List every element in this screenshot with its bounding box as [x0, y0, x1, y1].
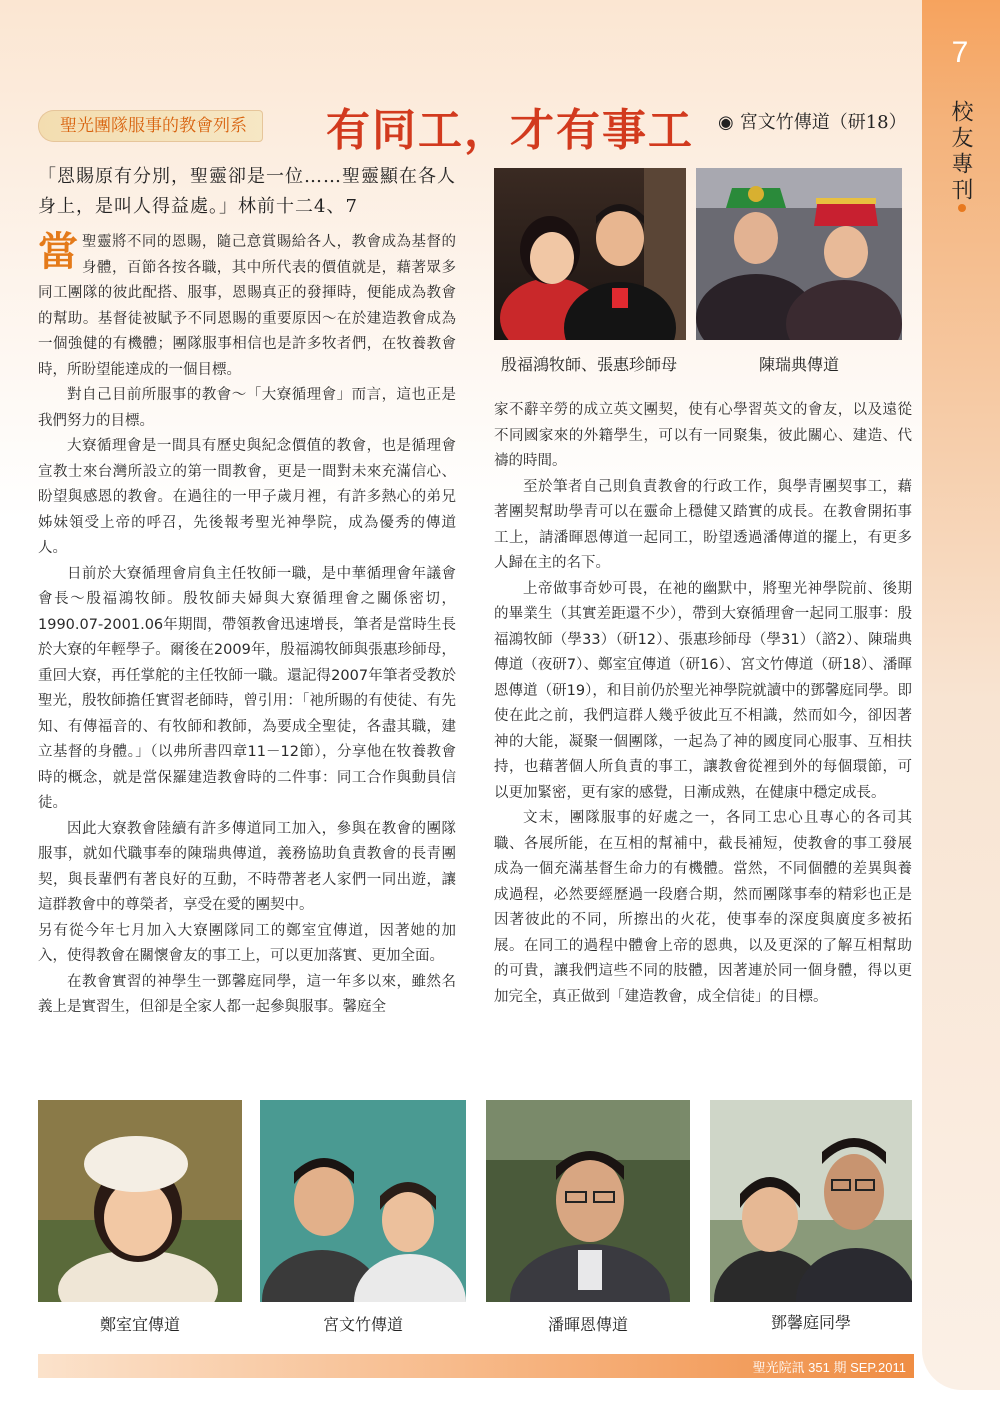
caption-pan-huien: 潘暉恩傳道 — [547, 1315, 628, 1334]
paragraph-6: 另有從今年七月加入大寮團隊同工的鄭室宜傳道，因著她的加入，使得教會在關懷會友的事工上，可以更加落實、更加全面。 — [38, 922, 456, 964]
bullet-icon: ◉ — [718, 112, 734, 133]
paragraph-10: 上帝做事奇妙可畏，在祂的幽默中，將聖光神學院前、後期的畢業生（其實差距還不少），帶到大寮循理會一起同工服事：殷福鴻牧師（學33）（研12）、張惠珍師母（學31）（諮2）、陳瑞典傳道（夜研7）、鄭室宜傳道（研16）、宮文竹傳道（研18）、潘暉恩傳道（研19），和目前仍於聖光神學院就讀中的鄧馨庭同學。即使在此之前，我們這群人幾乎彼此互不相識，然而如今，卻因著神的大能，凝聚一個團隊，一起為了神的國度同心服事、互相扶持，也藉著個人所負責的事工，讓教會從裡到外的每個環節，可以更加緊密，更有家的感覺，日漸成熟，在健康中穩定成長。 — [494, 580, 912, 801]
footer-bar — [38, 1354, 914, 1378]
scripture-quote: 「恩賜原有分別，聖靈卻是一位……聖靈顯在各人身上，是叫人得益處。」林前十二4、7 — [38, 166, 456, 217]
issue-info: 聖光院訊 351 期 SEP.2011 — [752, 1360, 906, 1375]
paragraph-11: 文末，團隊服事的好處之一，各同工忠心且專心的各司其職、各展所能，在互相的幫補中，截長補短，使教會的事工發展成為一個充滿基督生命力的有機體。當然，不同個體的差異與養成過程，必然要經歷過一段磨合期，然而團隊事奉的精彩也正是因著彼此的不同，所擦出的火花，使事奉的深度與廣度多被拓展。在同工的過程中體會上帝的恩典，以及更深的了解互相幫助的可貴，讓我們這些不同的肢體，因著連於同一個身體，得以更加完全，真正做到「建造教會，成全信徒」的目標。 — [494, 810, 912, 1005]
photo-chen-ruidian — [696, 168, 902, 340]
photo-pastor-couple — [494, 168, 686, 340]
dot-icon — [958, 204, 966, 212]
article-header — [38, 96, 928, 156]
byline — [718, 108, 907, 134]
article-title: 有同工，才有事工 — [326, 105, 694, 156]
caption-zheng-shiyi: 鄭室宜傳道 — [99, 1315, 180, 1334]
series-label: 聖光團隊服事的教會列系 — [38, 110, 263, 142]
author-name: 宮文竹傳道（研18） — [739, 112, 907, 133]
paragraph-9: 至於筆者自己則負責教會的行政工作，與學青團契事工，藉著團契幫助學青可以在靈命上穩健又踏實的成長。在教會開拓事工上，請潘暉恩傳道一起同工，盼望透過潘傳道的擺上，有更多人歸在主的名下。 — [494, 478, 912, 571]
paragraph-1: 當聖靈將不同的恩賜，隨己意賞賜給各人，教會成為基督的身體，百節各按各職，其中所代表的價值就是，藉著眾多同工團隊的彼此配搭、服事，恩賜真正的發揮時，便能成為教會的幫助。基督徒被賦予不同恩賜的重要原因～在於建造教會成為一個強健的有機體；團隊服事相信也是許多牧者們，在牧養教會時，所盼望能達成的一個目標。 — [38, 229, 456, 378]
paragraph-4: 日前於大寮循理會肩負主任牧師一職，是中華循理會年議會會長～殷福鴻牧師。殷牧師夫婦與大寮循理會之關係密切，1990.07-2001.06年期間，帶領教會迅速增長，筆者是當時生長於大寮的年輕學子。爾後在2009年，殷福鴻牧師與張惠珍師母，重回大寮，再任掌舵的主任牧師一職。還記得2007年筆者受教於聖光，殷牧師擔任實習老師時，曾引用：「祂所賜的有使徒、有先知、有傳福音的、有牧師和教師，為要成全聖徒，各盡其職，建立基督的身體。」（以弗所書四章11－12節），分享他在牧養教會時的概念，就是當保羅建造教會時的二件事：同工合作與動員信徒。 — [38, 565, 456, 811]
paragraph-5: 因此大寮教會陸續有許多傳道同工加入，參與在教會的團隊服事，就如代職事奉的陳瑞典傳道，義務協助負責教會的長青團契，與長輩們有著良好的互動，不時帶著老人家們一同出遊，讓這群教會中的尊榮者，享受在愛的團契中。 — [38, 820, 456, 913]
paragraph-8: 家不辭辛勞的成立英文團契，使有心學習英文的會友，以及遠從不同國家來的外籍學生，可以有一同聚集，彼此關心、建造、代禱的時間。 — [494, 402, 912, 469]
drop-cap: 當 — [38, 229, 78, 275]
paragraph-2: 對自己目前所服事的教會～「大寮循理會」而言，這也正是我們努力的目標。 — [38, 387, 456, 429]
caption-gong-wenzhu: 宮文竹傳道 — [322, 1315, 403, 1334]
photo-deng-xinting — [710, 1100, 912, 1302]
page-number: 7 — [951, 36, 969, 69]
section-title-vertical: 校友專刊 — [948, 100, 973, 204]
caption-deng-xinting: 鄧馨庭同學 — [770, 1313, 851, 1332]
paragraph-7: 在教會實習的神學生一鄧馨庭同學，這一年多以來，雖然名義上是實習生，但卻是全家人都一起參與服事。馨庭全 — [38, 973, 456, 1015]
caption-pastor-couple: 殷福鴻牧師、張惠珍師母 — [500, 355, 677, 374]
photo-gong-wenzhu — [260, 1100, 466, 1302]
paragraph-3: 大寮循理會是一間具有歷史與紀念價值的教會，也是循理會宣教士來台灣所設立的第一間教會，更是一間對未來充滿信心、盼望與感恩的教會。在過往的一甲子歲月裡，有許多熱心的弟兄姊妹領受上帝的呼召，先後報考聖光神學院，成為優秀的傳道人。 — [38, 438, 456, 556]
photo-pan-huien — [486, 1100, 690, 1302]
article-body-left — [38, 230, 456, 1021]
article-body-right — [494, 398, 912, 1010]
photo-zheng-shiyi — [38, 1100, 242, 1302]
caption-chen-ruidian: 陳瑞典傳道 — [758, 355, 839, 374]
